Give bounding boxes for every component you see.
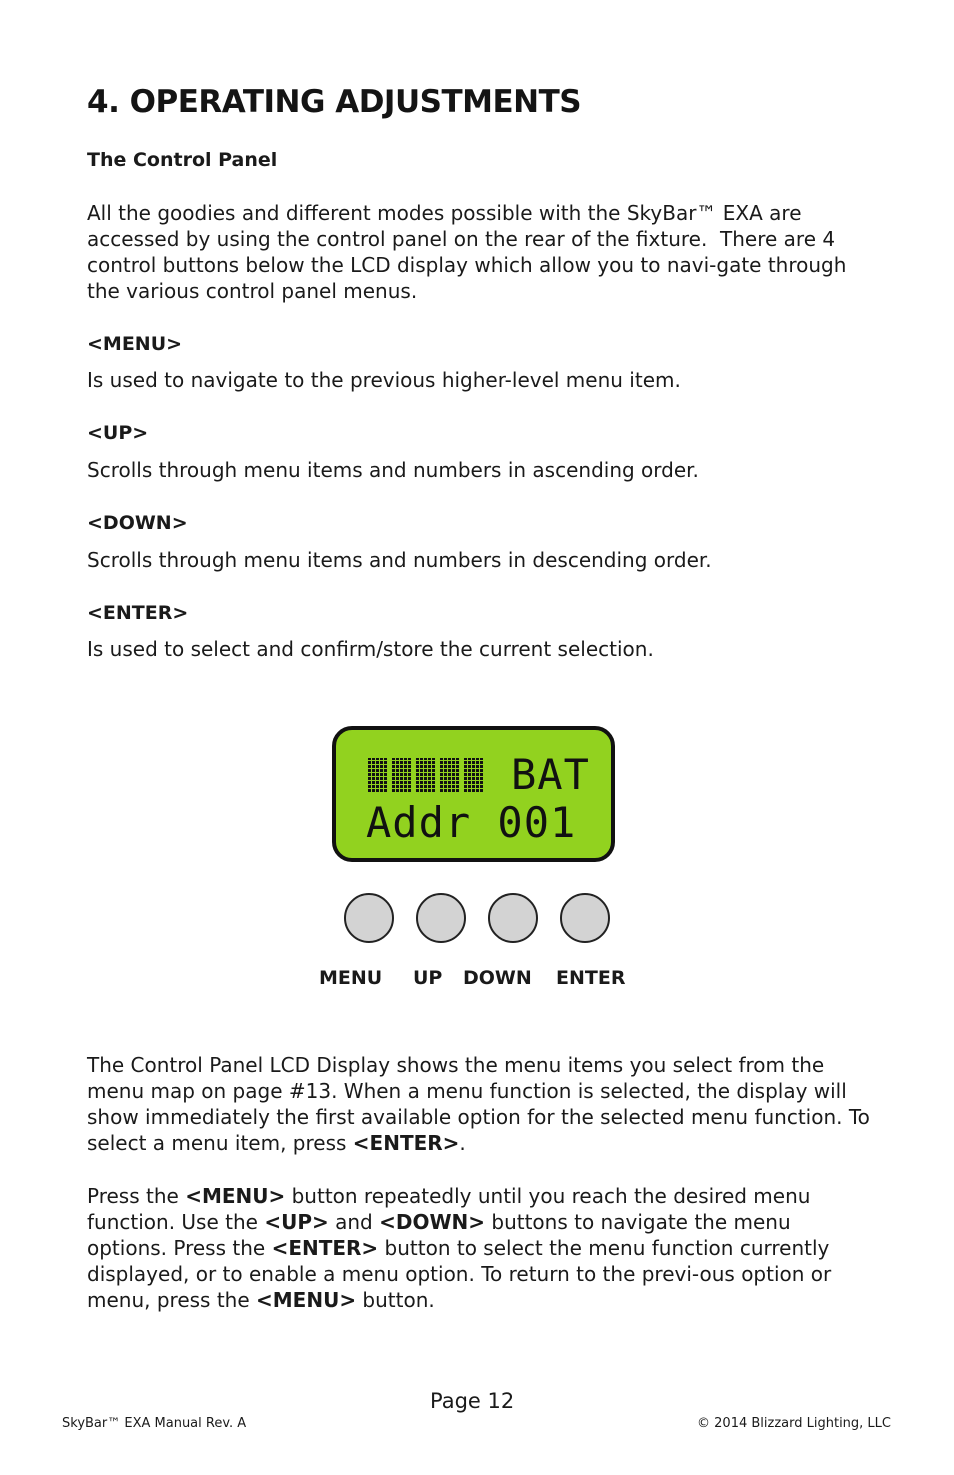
navigation-paragraph: Press the <MENU> button repeatedly until you reach the desired menu function. Use the <UP> and <DOWN> buttons to navigate the menu options. Press the <ENTER> button to select the menu function currently displayed, or to enable a menu option. To return to the previ-ous option or menu, press the <MENU> button. (87, 1184, 832, 1312)
battery-block (392, 758, 411, 792)
up-button-icon (416, 893, 466, 943)
page-title: 4. OPERATING ADJUSTMENTS (87, 84, 582, 120)
down-button-label: DOWN (463, 967, 532, 989)
battery-block (440, 758, 459, 792)
down-key-description: Scrolls through menu items and numbers in descending order. (87, 548, 712, 572)
footer-copyright: © 2014 Blizzard Lighting, LLC (697, 1416, 891, 1431)
battery-block (368, 758, 387, 792)
menu-key-description: Is used to navigate to the previous higher-level menu item. (87, 368, 681, 392)
up-key-description: Scrolls through menu items and numbers in ascending order. (87, 458, 699, 482)
battery-block (464, 758, 483, 792)
section-title-control-panel: The Control Panel (87, 149, 278, 171)
lcd-address-text: Addr 001 (366, 798, 577, 847)
enter-key-description: Is used to select and conﬁrm/store the current selection. (87, 637, 654, 661)
lcd-description-paragraph: The Control Panel LCD Display shows the menu items you select from the menu map on page #13. When a menu function is selected, the display will show immediately the ﬁrst available option for the selected menu function. To select a menu item, press <ENTER>. (87, 1053, 870, 1155)
lcd-battery-text: BAT (511, 750, 590, 799)
down-key-label: <DOWN> (87, 512, 188, 534)
enter-button-icon (560, 893, 610, 943)
menu-button-icon (344, 893, 394, 943)
battery-level-blocks (368, 758, 483, 792)
intro-paragraph: All the goodies and different modes possible with the SkyBar™ EXA are accessed by using the control panel on the rear of the ﬁxture. There are 4 control buttons below the LCD display which allow you to navi-gate through the various control panel menus. (87, 201, 847, 303)
up-button-label: UP (413, 967, 443, 989)
footer-manual-title: SkyBar™ EXA Manual Rev. A (62, 1416, 247, 1431)
enter-key-label: <ENTER> (87, 602, 189, 624)
menu-button-label: MENU (319, 967, 383, 989)
page-number: Page 12 (430, 1389, 515, 1413)
enter-button-label: ENTER (556, 967, 626, 989)
battery-block (416, 758, 435, 792)
menu-key-label: <MENU> (87, 333, 183, 355)
lcd-display (332, 726, 615, 862)
up-key-label: <UP> (87, 422, 149, 444)
down-button-icon (488, 893, 538, 943)
